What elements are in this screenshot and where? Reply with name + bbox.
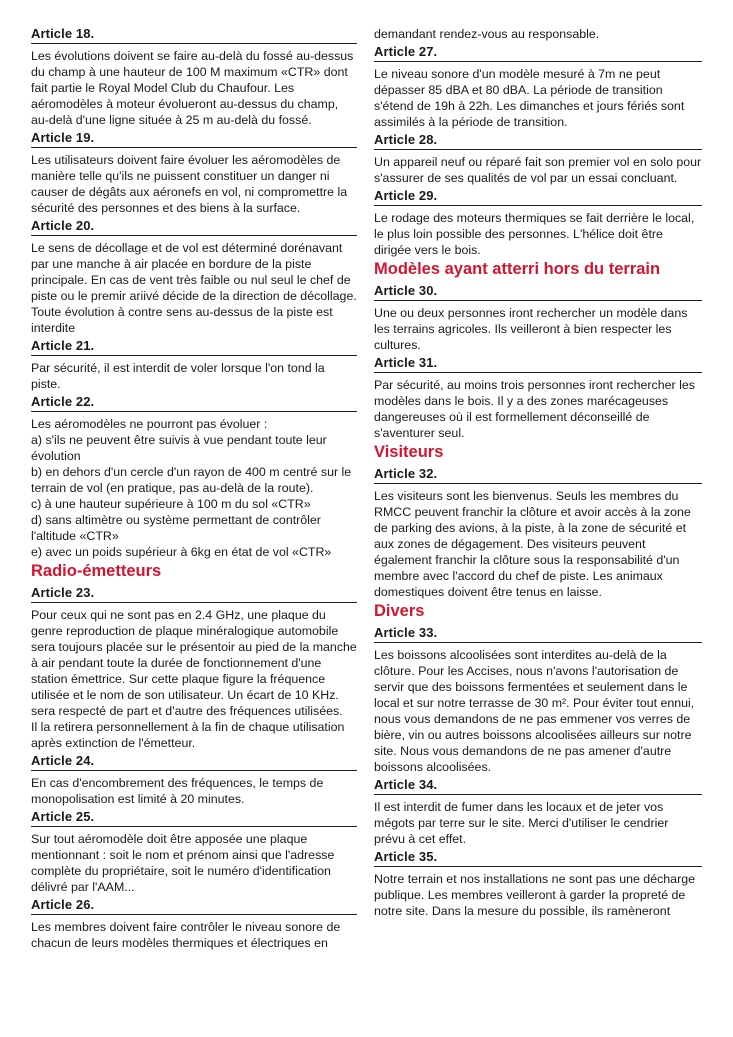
paragraph: Les évolutions doivent se faire au-delà du fossé au-dessus du champ à une hauteur de 100 M maximum «CTR» dont fait partie le Royal Model Club du Chaufour. Les aéromodèles à moteur évolueront au-dessus du champ, au-delà d'une ligne située à 25 m au-delà du fossé.: [31, 49, 354, 127]
article-heading-article-23: Article 23.: [31, 585, 357, 603]
paragraph: Un appareil neuf ou réparé fait son premier vol en solo pour s'assurer de ses qualités de vol par un essai concluant.: [374, 155, 702, 185]
article-body-article-29: [374, 210, 702, 258]
paragraph: Il la retirera personnellement à la fin de chaque utilisation après extinction de l'émetteur.: [31, 720, 345, 750]
article-heading-article-25: Article 25.: [31, 809, 357, 827]
article-heading-article-28: Article 28.: [374, 132, 702, 150]
article-body-article-26: [31, 919, 357, 951]
article-heading-article-26: Article 26.: [31, 897, 357, 915]
paragraph: Le rodage des moteurs thermiques se fait derrière le local, le plus loin possible des personnes. L'hélice doit être dirigée vers le bois.: [374, 211, 695, 257]
paragraph: e) avec un poids supérieur à 6kg en état de vol «CTR»: [31, 545, 332, 559]
article-body-article-22: [31, 416, 357, 560]
paragraph: Les visiteurs sont les bienvenus. Seuls les membres du RMCC peuvent franchir la clôture et avoir accès à la zone de parking des avions, à la piste, à la zone de sécurité et aux zones de dégagement. Des visiteurs peuvent également franchir la clôture sous la responsabilité d'un membre avec l'accord du chef de piste. Les animaux domestiques doivent être tenus en laisse.: [374, 489, 691, 599]
paragraph: Les membres doivent faire contrôler le niveau sonore de chacun de leurs modèles thermiques et électriques en: [31, 920, 341, 950]
article-heading-article-19: Article 19.: [31, 130, 357, 148]
article-heading-article-27: Article 27.: [374, 44, 702, 62]
left-column: [31, 26, 357, 953]
section-title-radio-emetteurs: Radio-émetteurs: [31, 562, 162, 580]
paragraph: Par sécurité, au moins trois personnes iront rechercher les modèles dans le bois. Il y a des zones marécageuses dangereuses où il est formellement déconseillé de s'aventurer seul.: [374, 378, 695, 440]
paragraph: Par sécurité, il est interdit de voler lorsque l'on tond la piste.: [31, 361, 325, 391]
article-heading-article-29: Article 29.: [374, 188, 702, 206]
paragraph: a) s'ils ne peuvent être suivis à vue pendant toute leur évolution: [31, 433, 327, 463]
article-body-article-35: [374, 871, 702, 919]
article-heading-article-24: Article 24.: [31, 753, 357, 771]
continued-text: [374, 26, 702, 42]
article-heading-article-30: Article 30.: [374, 283, 702, 301]
paragraph: En cas d'encombrement des fréquences, le temps de monopolisation est limité à 20 minutes.: [31, 776, 324, 806]
article-body-article-24: [31, 775, 357, 807]
article-body-article-34: [374, 799, 702, 847]
article-body-article-25: [31, 831, 357, 895]
article-body-article-28: [374, 154, 702, 186]
article-heading-article-33: Article 33.: [374, 625, 702, 643]
paragraph: demandant rendez-vous au responsable.: [374, 27, 600, 41]
paragraph: c) à une hauteur supérieure à 100 m du sol «CTR»: [31, 497, 311, 511]
article-body-article-21: [31, 360, 357, 392]
paragraph: Il est interdit de fumer dans les locaux et de jeter vos mégots par terre sur le site. Merci d'utiliser le cendrier prévu à cet effet.: [374, 800, 669, 846]
section-title-divers: Divers: [374, 602, 425, 620]
article-body-article-23: [31, 607, 357, 751]
paragraph: Les boissons alcoolisées sont interdites au-delà de la clôture. Pour les Accises, nous n'avons l'autorisation de servir que des boissons fermentées et seulement dans le local et sur notre terrasse de 30 m². Pour éviter tout ennui, nous vous demandons de ne pas emmener vos verres de bière, vin ou autres boissons alcoolisées ailleurs sur notre site. Nous vous demandons de ne pas amener d'autre boissons alcoolisées.: [374, 648, 695, 774]
paragraph: Le sens de décollage et de vol est déterminé dorénavant par une manche à air placée en bordure de la piste principale. En cas de vent très faible ou nul seul le chef de piste ou le premir ariivé décide de la direction de décollage. Toute évolution à contre sens au-dessus de la piste est interdite: [31, 241, 357, 335]
paragraph: Les utilisateurs doivent faire évoluer les aéromodèles de manière telle qu'ils ne puissent constituer un danger ni causer de dégâts aux aéronefs en vol, ni compromettre la sécurité des personnes et des biens à la surface.: [31, 153, 348, 215]
section-title-visiteurs: Visiteurs: [374, 443, 444, 461]
paragraph: b) en dehors d'un cercle d'un rayon de 400 m centré sur le terrain de vol (en pratique, pas au-delà de la route).: [31, 465, 352, 495]
article-heading-article-35: Article 35.: [374, 849, 702, 867]
article-heading-article-32: Article 32.: [374, 466, 702, 484]
paragraph: d) sans altimètre ou système permettant de contrôler l'altitude «CTR»: [31, 513, 321, 543]
article-body-article-33: [374, 647, 702, 775]
article-heading-article-21: Article 21.: [31, 338, 357, 356]
article-heading-article-18: Article 18.: [31, 26, 357, 44]
article-heading-article-34: Article 34.: [374, 777, 702, 795]
paragraph: Le niveau sonore d'un modèle mesuré à 7m ne peut dépasser 85 dBA et 80 dBA. La période de transition s'étend de 19h à 22h. Les dimanches et jours fériés sont assimilés à la période de transition.: [374, 67, 685, 129]
paragraph: Sur tout aéromodèle doit être apposée une plaque mentionnant : soit le nom et prénom ainsi que l'adresse complète du propriétaire, soit le numéro d'identification délivré par l'AAM...: [31, 832, 335, 894]
article-heading-article-22: Article 22.: [31, 394, 357, 412]
article-body-article-18: [31, 48, 357, 128]
article-body-article-27: [374, 66, 702, 130]
article-body-article-19: [31, 152, 357, 216]
article-heading-article-31: Article 31.: [374, 355, 702, 373]
article-heading-article-20: Article 20.: [31, 218, 357, 236]
paragraph: Pour ceux qui ne sont pas en 2.4 GHz, une plaque du genre reproduction de plaque minéralogique automobile sera toujours placée sur le présentoir au pied de la manche à air pendant toute la durée de fonctionnement d'une station émettrice. Sur cette plaque figure la fréquence utilisée et le nom de son utilisateur. Un écart de 10 KHz. sera respecté de part et d'autre des fréquences utilisées.: [31, 608, 357, 718]
paragraph: Les aéromodèles ne pourront pas évoluer :: [31, 417, 268, 431]
paragraph: Notre terrain et nos installations ne sont pas une décharge publique. Les membres veilleront à garder la propreté de notre site. Dans la mesure du possible, ils ramèneront: [374, 872, 695, 918]
right-column: [374, 26, 702, 921]
article-body-article-32: [374, 488, 702, 600]
paragraph: Une ou deux personnes iront rechercher un modèle dans les terrains agricoles. Ils veilleront à bien respecter les cultures.: [374, 306, 688, 352]
article-body-article-20: [31, 240, 357, 336]
article-body-article-31: [374, 377, 702, 441]
section-title-modeles-ayant-atterri-hors-du-terrain: Modèles ayant atterri hors du terrain: [374, 260, 661, 278]
article-body-article-30: [374, 305, 702, 353]
